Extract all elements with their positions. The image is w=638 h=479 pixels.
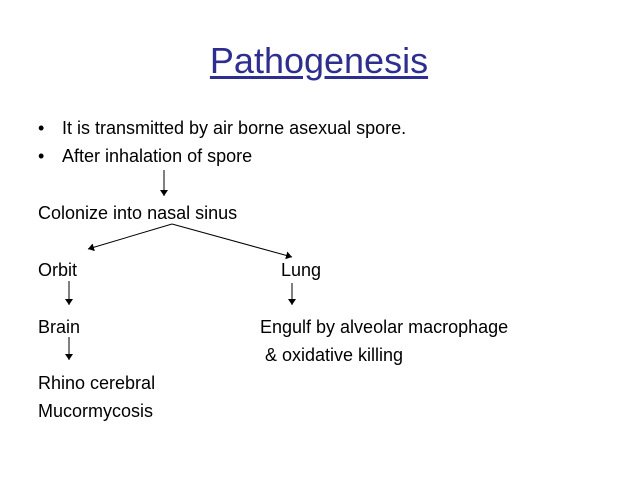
page-title: Pathogenesis bbox=[209, 40, 429, 81]
node-colonize: Colonize into nasal sinus bbox=[38, 203, 238, 223]
node-rhino-line2: Mucormycosis bbox=[38, 401, 154, 421]
node-lung: Lung bbox=[281, 260, 322, 280]
bullet-text: It is transmitted by air borne asexual spore. bbox=[62, 118, 407, 138]
bullet-marker: • bbox=[38, 146, 45, 166]
node-engulf-line1: Engulf by alveolar macrophage bbox=[260, 317, 509, 337]
arrow-colonize-to-lung bbox=[172, 224, 292, 257]
node-brain: Brain bbox=[38, 317, 81, 337]
bullet-marker: • bbox=[38, 118, 45, 138]
node-orbit: Orbit bbox=[38, 260, 78, 280]
node-rhino-line1: Rhino cerebral bbox=[38, 373, 156, 393]
bullet-text: After inhalation of spore bbox=[62, 146, 253, 166]
arrow-colonize-to-orbit bbox=[88, 224, 172, 249]
node-engulf-line2: & oxidative killing bbox=[265, 345, 404, 365]
